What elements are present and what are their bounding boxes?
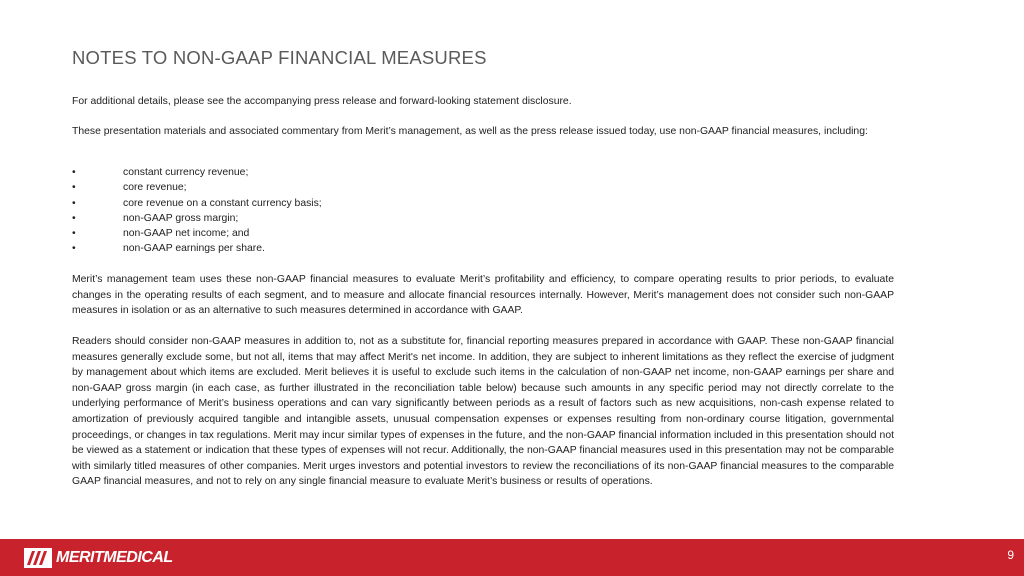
company-logo bbox=[24, 548, 173, 568]
list-item: • constant currency revenue; bbox=[72, 165, 322, 180]
list-item: • non-GAAP net income; and bbox=[72, 226, 322, 241]
management-use-paragraph: Merit’s management team uses these non-GAAP financial measures to evaluate Merit’s profitability and efficiency, to compare operating results to prior periods, to evaluate changes in the operating results of each segment, and to measure and allocate financial resources internally. However, Merit’s management does not consider such non-GAAP measures in isolation or as an alternative to such measures determined in accordance with GAAP. bbox=[72, 274, 894, 317]
list-item: • non-GAAP earnings per share. bbox=[72, 241, 322, 256]
bullet-icon: • bbox=[72, 182, 76, 194]
list-item: • core revenue on a constant currency basis; bbox=[72, 196, 322, 211]
footer-bar bbox=[0, 539, 1024, 576]
measures-list bbox=[72, 165, 322, 257]
limitations-paragraph: Readers should consider non-GAAP measures in addition to, not as a substitute for, financial reporting measures prepared in accordance with GAAP. These non-GAAP financial measures generally exclude some, but not all, items that may affect Merit's net income. In addition, they are subject to inherent limitations as they reflect the exercise of judgment by management about which items are excluded. Merit believes it is useful to exclude such items in the calculation of non-GAAP net income, non-GAAP earnings per share and non-GAAP gross margin (in each case, as further illustrated in the reconciliation table below) because such amounts in any specific period may not directly correlate to the underlying performance of Merit’s business operations and can vary significantly between periods as a result of factors such as new acquisitions, non-cash expense related to amortization of previously acquired tangible and intangible assets, unusual compensation expenses or expenses resulting from non-ordinary course litigation, governmental proceedings, or changes in tax regulations. Merit may incur similar types of expenses in the future, and the non-GAAP financial information included in this presentation should not be viewed as a statement or indication that these types of expenses will not recur. Additionally, the non-GAAP financial measures used in this presentation may not be comparable with similarly titled measures of other companies. Merit urges investors and potential investors to review the reconciliations of its non-GAAP financial measures to the comparable GAAP financial measures, and not to rely on any single financial measure to evaluate Merit’s business or results of operations. bbox=[72, 336, 894, 488]
measures-intro-paragraph: These presentation materials and associated commentary from Merit’s management, as well as the press release issued today, use non-GAAP financial measures, including: bbox=[72, 126, 868, 137]
merit-logo-icon bbox=[24, 548, 52, 568]
bullet-icon: • bbox=[72, 197, 76, 209]
page-title: NOTES TO NON-GAAP FINANCIAL MEASURES bbox=[72, 47, 487, 68]
bullet-icon: • bbox=[72, 167, 76, 178]
logo-text: MERITMEDICAL bbox=[56, 549, 173, 566]
list-item: • non-GAAP gross margin; bbox=[72, 211, 322, 226]
page-number: 9 bbox=[1007, 548, 1014, 562]
intro-paragraph: For additional details, please see the accompanying press release and forward-looking statement disclosure. bbox=[72, 96, 572, 107]
bullet-icon: • bbox=[72, 212, 76, 224]
bullet-icon: • bbox=[72, 243, 76, 255]
list-item: • core revenue; bbox=[72, 180, 322, 195]
bullet-icon: • bbox=[72, 228, 76, 240]
